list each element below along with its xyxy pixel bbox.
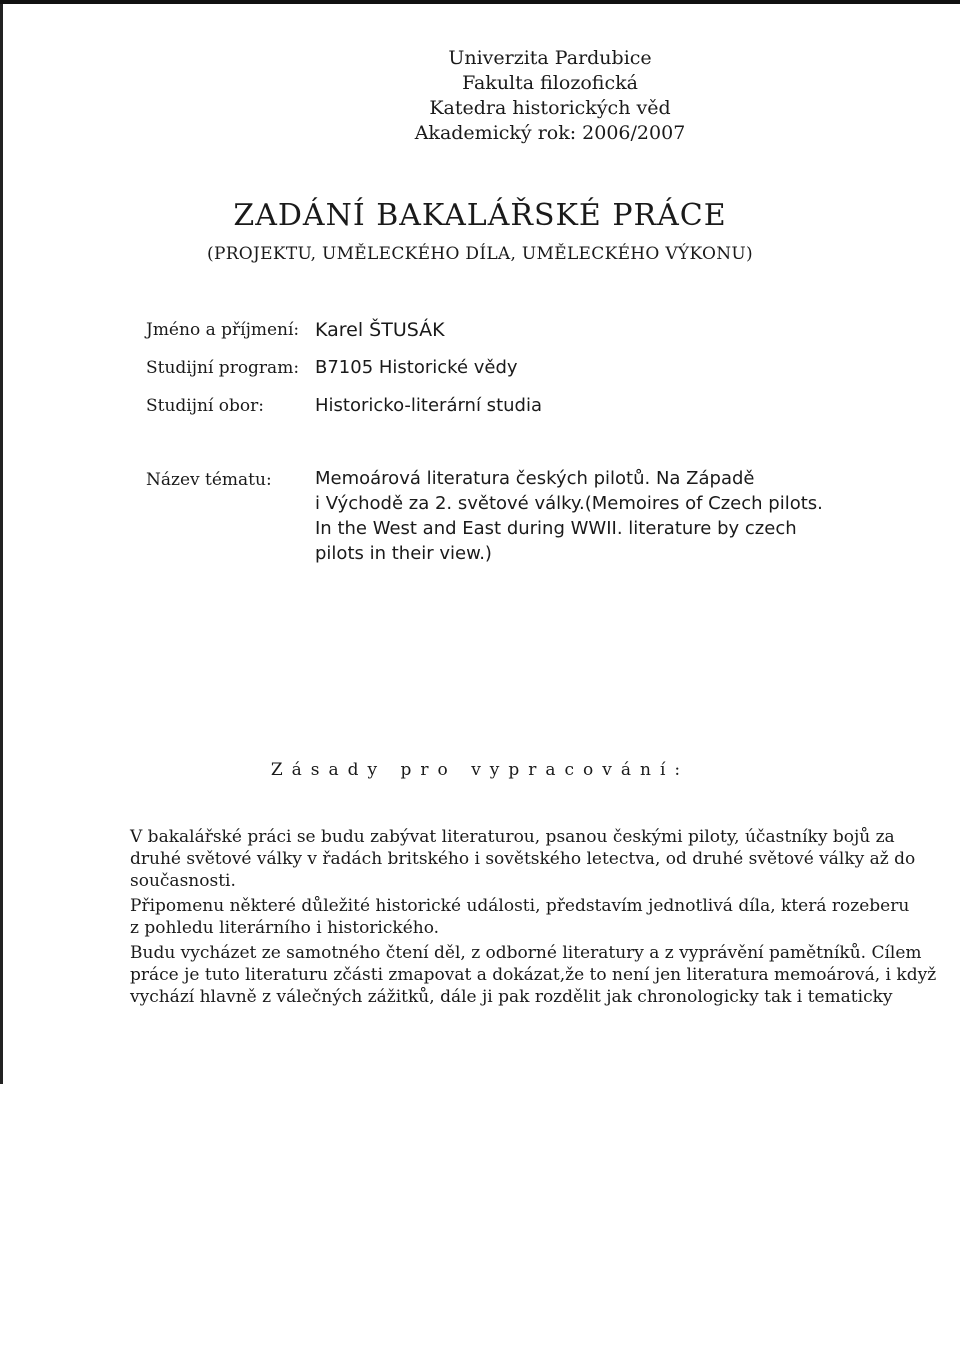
academic-year: Akademický rok: 2006/2007 bbox=[414, 122, 686, 144]
theme-line: i Východě za 2. světové války.(Memoires of Czech pilots. bbox=[315, 493, 823, 514]
document-title: ZADÁNÍ BAKALÁŘSKÉ PRÁCE bbox=[233, 198, 727, 233]
principles-line: vychází hlavně z válečných zážitků, dále ji pak rozdělit jak chronologicky tak i tematicky bbox=[130, 987, 893, 1007]
principles-line: druhé světové války v řadách britského i sovětského letectva, od druhé světové války až do bbox=[130, 849, 916, 869]
program-label: Studijní program: bbox=[146, 358, 300, 378]
principles-line: z pohledu literárního i historického. bbox=[130, 918, 440, 938]
faculty-name: Fakulta filozofická bbox=[462, 72, 638, 94]
principles-line: současnosti. bbox=[130, 871, 236, 891]
name-value: Karel ŠTUSÁK bbox=[315, 319, 445, 341]
field-label: Studijní obor: bbox=[146, 396, 265, 416]
university-name: Univerzita Pardubice bbox=[448, 47, 652, 69]
theme-value bbox=[315, 466, 875, 566]
principles-line: Připomenu některé důležité historické události, představím jednotlivá díla, která rozeberu bbox=[130, 896, 910, 916]
department-name: Katedra historických věd bbox=[429, 97, 671, 119]
theme-line: Memoárová literatura českých pilotů. Na Západě bbox=[315, 468, 755, 489]
principles-text bbox=[130, 826, 937, 1008]
principles-line: V bakalářské práci se budu zabývat literaturou, psanou českými piloty, účastníky bojů za bbox=[130, 827, 895, 847]
page-left-edge bbox=[0, 4, 3, 1084]
document-subtitle: (PROJEKTU, UMĚLECKÉHO DÍLA, UMĚLECKÉHO VÝKONU) bbox=[207, 244, 753, 264]
principles-heading: Zásady pro vypracování: bbox=[270, 760, 690, 780]
principles-line: Budu vycházet ze samotného čtení děl, z odborné literatury a z vyprávění pamětníků. Cílem bbox=[130, 943, 922, 963]
theme-line: pilots in their view.) bbox=[315, 543, 492, 564]
document-header bbox=[400, 46, 700, 146]
name-label: Jméno a příjmení: bbox=[146, 320, 300, 340]
principles-line: práce je tuto literaturu zčásti zmapovat a dokázat,že to není jen literatura memoárová, i když bbox=[130, 965, 937, 985]
page-top-edge bbox=[0, 0, 960, 4]
field-value: Historicko-literární studia bbox=[315, 395, 542, 416]
theme-line: In the West and East during WWII. literature by czech bbox=[315, 518, 797, 539]
program-value: B7105 Historické vědy bbox=[315, 357, 518, 378]
theme-label: Název tématu: bbox=[146, 470, 272, 490]
